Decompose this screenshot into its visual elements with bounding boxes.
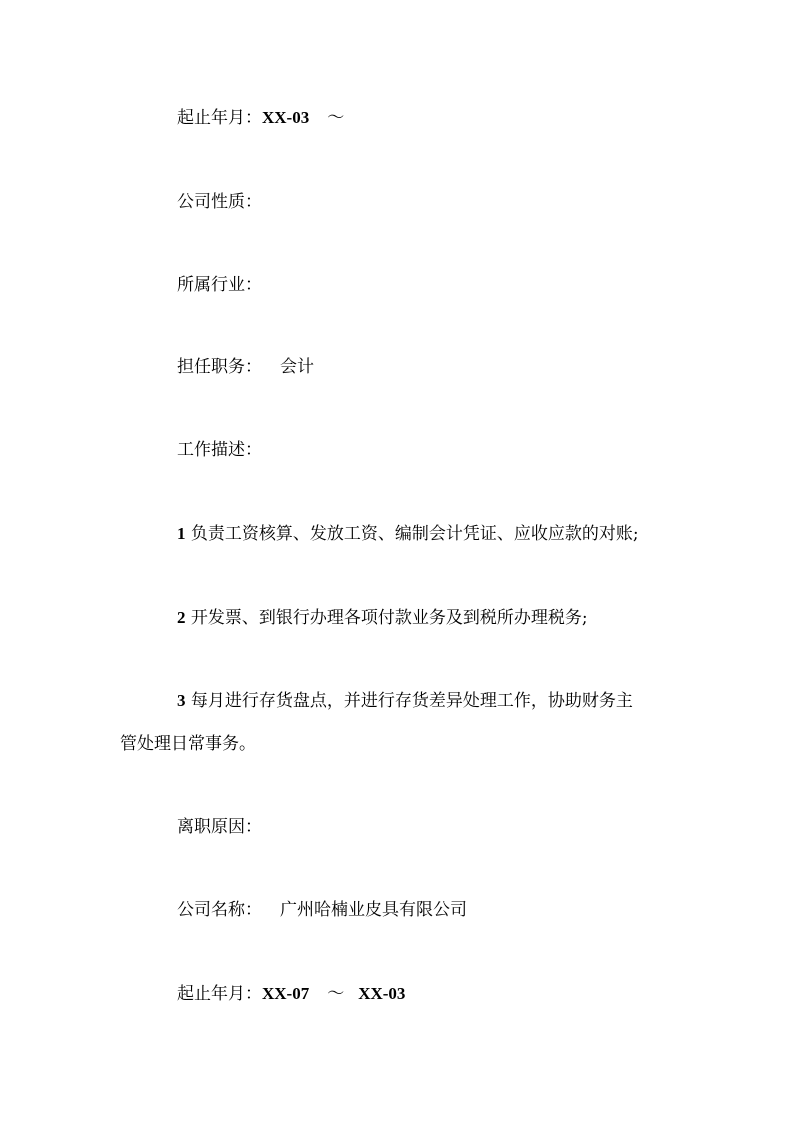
period-label: 起止年月： xyxy=(177,984,262,1004)
item-text: 每月进行存货盘点，并进行存货差异处理工作，协助财务主 xyxy=(190,691,633,711)
item-number: 2 xyxy=(177,608,186,627)
period-separator: ～ xyxy=(327,984,345,1004)
item-number: 1 xyxy=(177,524,186,543)
period-row-1 xyxy=(177,106,344,130)
description-label: 工作描述： xyxy=(177,440,262,460)
period-separator: ～ xyxy=(327,108,345,128)
list-item xyxy=(177,522,639,546)
period-start: XX-03 xyxy=(262,108,310,127)
industry-label: 所属行业： xyxy=(177,275,262,295)
description-heading xyxy=(177,438,262,462)
period-end: XX-03 xyxy=(358,984,406,1003)
company-type-row xyxy=(177,190,262,214)
position-value: 会计 xyxy=(280,357,314,377)
period-row-2 xyxy=(177,982,405,1006)
leave-reason-label: 离职原因： xyxy=(177,817,262,837)
company-type-label: 公司性质： xyxy=(177,192,262,212)
company-name-row xyxy=(177,898,467,922)
company-name-label: 公司名称： xyxy=(177,900,262,920)
position-row xyxy=(177,355,314,379)
industry-row xyxy=(177,273,262,297)
leave-reason-row xyxy=(177,815,262,839)
list-item-continuation xyxy=(120,732,256,756)
list-item xyxy=(177,689,633,713)
position-label: 担任职务： xyxy=(177,357,262,377)
period-label: 起止年月： xyxy=(177,108,262,128)
period-start: XX-07 xyxy=(262,984,310,1003)
item-text-continuation: 管处理日常事务。 xyxy=(120,734,256,754)
item-number: 3 xyxy=(177,691,186,710)
item-text: 开发票、到银行办理各项付款业务及到税所办理税务; xyxy=(190,608,588,628)
company-name-value: 广州哈楠业皮具有限公司 xyxy=(280,900,467,920)
list-item xyxy=(177,606,588,630)
item-text: 负责工资核算、发放工资、编制会计凭证、应收应款的对账; xyxy=(190,524,639,544)
